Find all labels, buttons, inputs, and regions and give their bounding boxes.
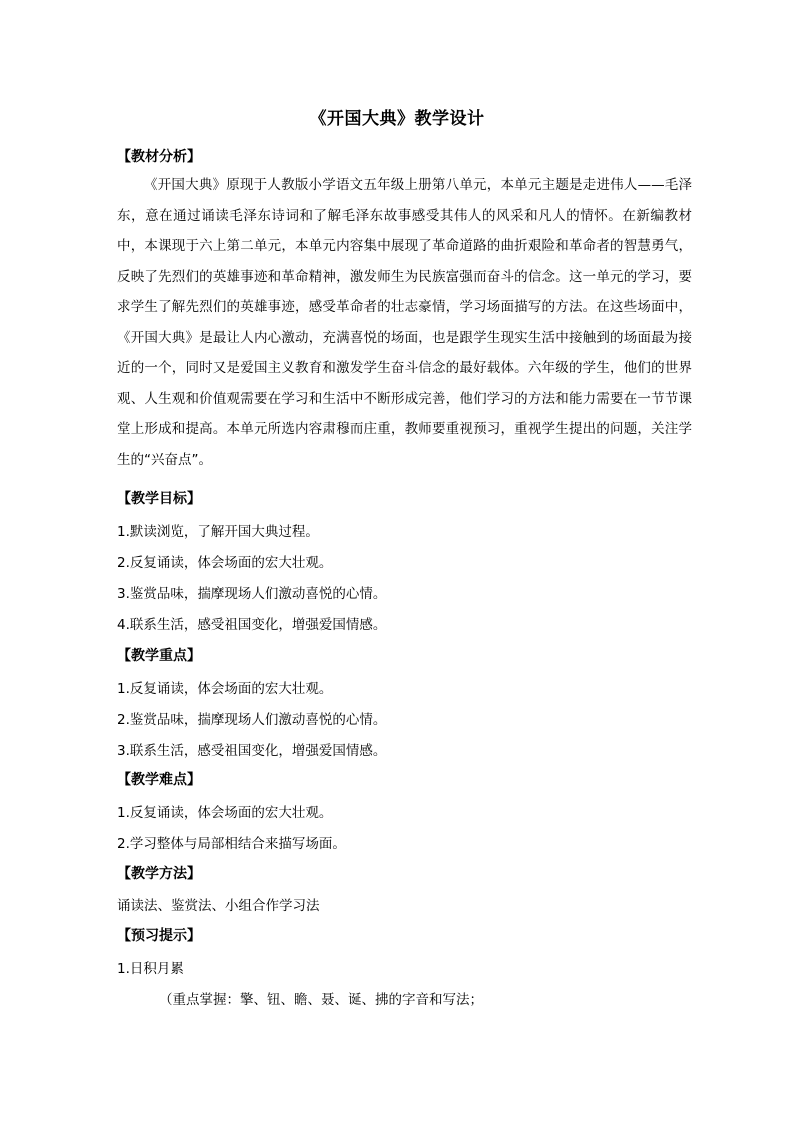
methods-text: 诵读法、鉴赏法、小组合作学习法 (117, 898, 320, 914)
section-heading-analysis: 【教材分析】 (117, 149, 201, 165)
section-heading-preview: 【预习提示】 (117, 928, 201, 944)
key-point-item: 1.反复诵读，体会场面的宏大壮观。 (117, 681, 333, 697)
goal-item: 2.反复诵读，体会场面的宏大壮观。 (117, 555, 333, 571)
section-heading-difficulties: 【教学难点】 (117, 772, 201, 788)
section-heading-methods: 【教学方法】 (117, 866, 201, 882)
preview-item: 1.日积月累 (117, 961, 184, 977)
document-title: 《开国大典》教学设计 (309, 109, 485, 129)
goal-item: 3.鉴赏品味，揣摩现场人们激动喜悦的心情。 (117, 586, 387, 602)
key-point-item: 3.联系生活，感受祖国变化，增强爱国情感。 (117, 743, 387, 759)
goal-item: 4.联系生活，感受祖国变化，增强爱国情感。 (117, 617, 387, 633)
analysis-paragraph (117, 170, 692, 475)
goal-item: 1.默读浏览，了解开国大典过程。 (117, 524, 319, 540)
section-heading-key-points: 【教学重点】 (117, 648, 201, 664)
difficulty-item: 2.学习整体与局部相结合来描写场面。 (117, 836, 346, 852)
preview-item-detail: （重点掌握：擎、钮、瞻、聂、诞、拂的字音和写法； (159, 992, 483, 1008)
key-point-item: 2.鉴赏品味，揣摩现场人们激动喜悦的心情。 (117, 712, 387, 728)
difficulty-item: 1.反复诵读，体会场面的宏大壮观。 (117, 805, 333, 821)
section-heading-goals: 【教学目标】 (117, 491, 201, 507)
analysis-text: 《开国大典》原现于人教版小学语文五年级上册第八单元，本单元主题是走进伟人——毛泽东，意在通过诵读毛泽东诗词和了解毛泽东故事感受其伟人的风采和凡人的情怀。在新编教材中，本课现于六上第二单元，本单元内容集中展现了革命道路的曲折艰险和革命者的智慧勇气，反映了先烈们的英雄事迹和革命精神，激发师生为民族富强而奋斗的信念。这一单元的学习，要求学生了解先烈们的英雄事迹，感受革命者的壮志豪情，学习场面描写的方法。在这些场面中，《开国大典》是最让人内心激动，充满喜悦的场面，也是跟学生现实生活中接触到的场面最为接近的一个，同时又是爱国主义教育和激发学生奋斗信念的最好载体。六年级的学生，他们的世界观、人生观和价值观需要在学习和生活中不断形成完善，他们学习的方法和能力需要在一节节课堂上形成和提高。本单元所选内容肃穆而庄重，教师要重视预习，重视学生提出的问题，关注学生的“兴奋点”。 (117, 177, 692, 468)
